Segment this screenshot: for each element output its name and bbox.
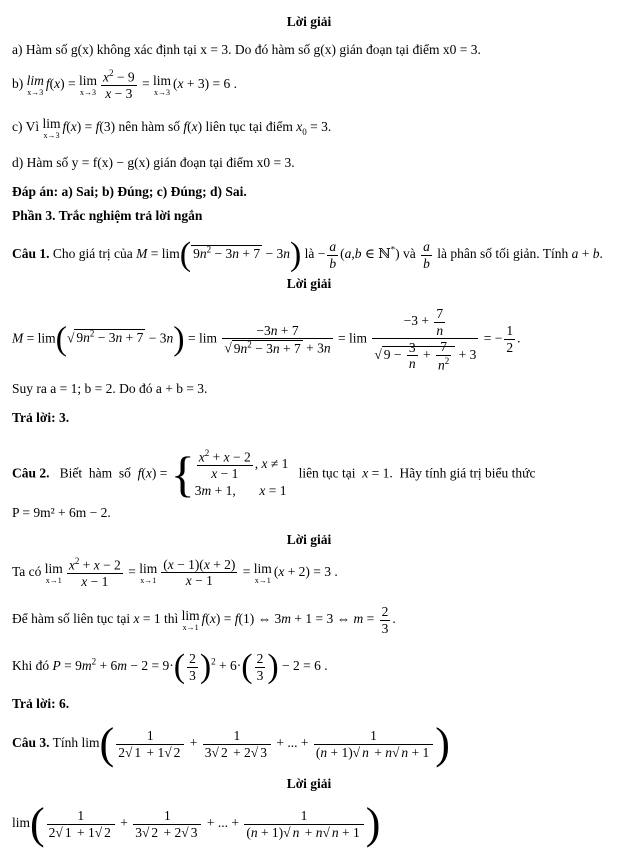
part-c: c) Vì lim x→3 f(x) = f(3) nên hàm số f(x) liên tục tại điểm $x_0 = 3$. xyxy=(12,116,332,141)
q1-label: Câu 1. xyxy=(12,246,50,262)
m-equation: M = lim(√ $9n^2 - 3n + 7 - 3n) = \lim$ $\frac{-3n + 7}{√ 9n^2 - 3n + 7 + 3n}$ = lim −3 + $\frac{7}{n}$ √ 9 − $\frac{3}{n}$ + $\frac{7}{n^2}$ + 3 = − $\frac{1}{2}$ . xyxy=(12,306,521,373)
khi-do: Khi đó $P = 9m^2 + 6m - 2 = 9\cdot$( $\frac{2}{3}$ )$^2$ + 6·( $\frac{2}{3}$ ) − 2 = 6 . xyxy=(12,648,328,685)
q3-label: Câu 3. xyxy=(12,735,50,751)
answer-summary: Đáp án: a) Sai; b) Đúng; c) Đúng; d) Sai. xyxy=(12,184,247,199)
ta-co: Ta có lim x→1 $\frac{x^2 + x - 2}{x - 1}$ = lim x→1 $\frac{(x - 1)(x + 2)}{x - 1}$ = lim x→1 (x + 2) = 3 . xyxy=(12,556,338,590)
de-ham-so: Để hàm số liên tục tại x = 1 thì lim x→1 f(x) = f(1) ⇔ 3m + 1 = 3 ⇔ m = $\frac{2}{3}$ . xyxy=(12,604,396,636)
q2-expression: P = 9m² + 6m − 2. xyxy=(12,505,111,520)
tra-loi-1: Trả lời: 3. xyxy=(12,410,70,425)
part-b: b) lim x→3 f(x) = lim x→3 $\frac{x^2 - 9}{x - 3}$ = lim x→3 (x + 3) = 6 . xyxy=(12,68,238,102)
suy-ra: Suy ra a = 1; b = 2. Do đó a + b = 3. xyxy=(12,381,208,396)
heading-loi-giai-4: Lời giải xyxy=(286,776,332,791)
heading-loi-giai-3: Lời giải xyxy=(286,532,332,547)
heading-loi-giai-2: Lời giải xyxy=(286,276,332,291)
part3-heading: Phần 3. Trắc nghiệm trả lời ngắn xyxy=(12,208,203,223)
tra-loi-2: Trả lời: 6. xyxy=(12,696,70,711)
question-1: Câu 1. Cho giá trị của M = lim( $9n^2 - 3n + 7 - 3n$) là − $\frac{a}{b}$ (a,b ∈ ℕ*) và $\frac{a}{b}$ là phân số tối giản. Tính a + b. xyxy=(12,236,603,273)
heading-loi-giai-1: Lời giải xyxy=(286,14,332,29)
part-a: a) Hàm số g(x) không xác định tại x = 3. Do đó hàm số g(x) gián đoạn tại điểm x0 = 3. xyxy=(12,42,481,57)
q2-label: Câu 2. xyxy=(12,465,50,481)
question-3: Câu 3. Tính lim( $\frac{1}{2√ 1 + 1√ 2}$ + $\frac{1}{3√ 2 + 2√ 3}$ + ... + $\frac{1}{(n + 1)√ n + n√ n + 1}$ ) xyxy=(12,719,450,768)
question-2: Câu 2. Biết hàm số f(x) = { $\frac{x^2 + x - 2}{x - 1}$ , x ≠ 1 3m + 1, x = 1 liên tục tại x = 1. Hãy tính giá trị biểu thức xyxy=(12,446,536,503)
q3-solution: lim( $\frac{1}{2√ 1 + 1√ 2}$ + $\frac{1}{3√ 2 + 2√ 3}$ + ... + $\frac{1}{(n + 1)√ n + n√ n + 1}$ ) xyxy=(12,799,381,848)
part-d: d) Hàm số y = f(x) − g(x) gián đoạn tại điểm x0 = 3. xyxy=(12,155,295,170)
